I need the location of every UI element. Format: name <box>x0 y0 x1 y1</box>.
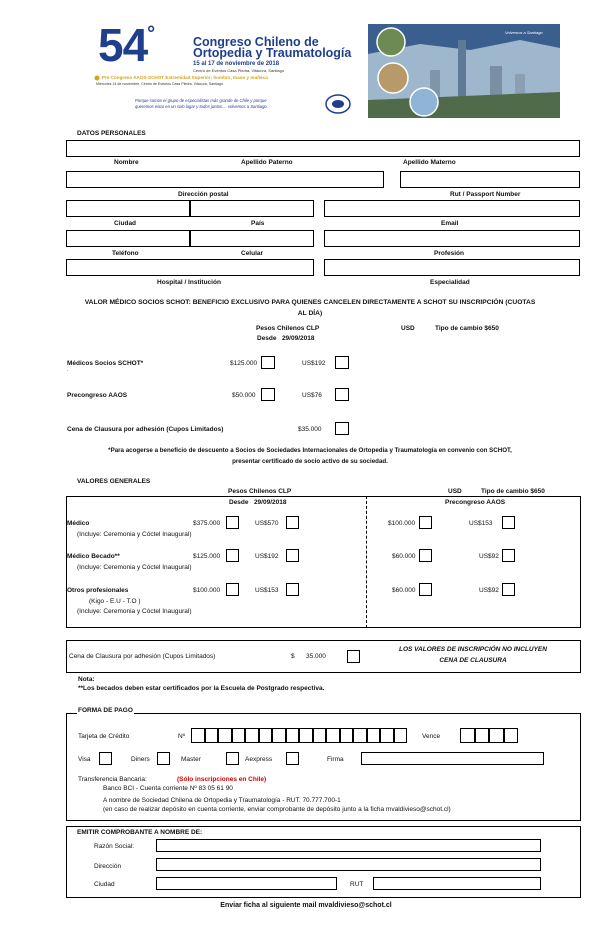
cena-label: Cena de Clausura por adhesión (Cupos Limitados) <box>69 653 216 660</box>
section-datos-personales: DATOS PERSONALES <box>77 130 146 137</box>
otros-usd-checkbox[interactable] <box>286 583 299 596</box>
socios-row-precongreso-label: Precongreso AAOS <box>67 392 128 399</box>
generales-row-becado-pre-clp: $60.000 <box>392 553 416 560</box>
generales-divider <box>366 496 367 628</box>
section-forma-de-pago: FORMA DE PAGO <box>78 707 133 714</box>
socios-medicos-usd-checkbox[interactable] <box>335 356 349 369</box>
generales-row-medico-pre-clp: $100.000 <box>388 520 416 527</box>
pago-nombre-sociedad: A nombre de Sociedad Chilena de Ortopedia y Traumatología - RUT. 70.777.700-1 <box>103 797 341 804</box>
celular-field[interactable] <box>190 230 314 247</box>
generales-row-medico-usd: US$570 <box>255 520 279 527</box>
socios-row-medicos-usd: US$192 <box>302 360 326 367</box>
rut-field[interactable] <box>400 171 580 188</box>
comprobante-razon-label: Razón Social: <box>94 843 135 850</box>
socios-col-tc: Tipo de cambio $650 <box>435 325 499 332</box>
hospital-field[interactable] <box>66 259 314 276</box>
ciudad-field[interactable] <box>66 200 190 217</box>
otros-pre-clp-checkbox[interactable] <box>419 583 432 596</box>
comprobante-rut-field[interactable] <box>373 877 541 890</box>
medico-pre-usd-checkbox[interactable] <box>502 516 515 529</box>
photo-circle-1 <box>377 28 405 56</box>
firma-field[interactable] <box>361 752 544 765</box>
generales-row-otros-usd: US$153 <box>255 587 279 594</box>
generales-row-otros-label: Otros profesionales <box>67 587 129 594</box>
pago-transferencia-label: Transferencia Bancaria: <box>78 776 147 783</box>
card-digit-box[interactable] <box>313 728 327 743</box>
generales-row-otros-pre-usd: US$92 <box>479 587 499 594</box>
pago-firma-label: Firma <box>327 756 344 763</box>
precongress-title: Pre Congreso AAOS-SCHOT Extremidad Superior; hombro, mano y muñeca <box>102 75 268 80</box>
socios-col-usd: USD <box>401 325 415 332</box>
medico-pre-clp-checkbox[interactable] <box>419 516 432 529</box>
pago-aexpress-label: Aexpress <box>245 756 273 763</box>
generales-row-becado-clp: $125.000 <box>193 553 221 560</box>
card-digit-box[interactable] <box>286 728 300 743</box>
pago-banco: Banco BCI - Cuenta corriente Nº 83 05 61 90 <box>103 785 233 792</box>
congress-number: 54° <box>98 19 155 71</box>
pago-tarjeta-label: Tarjeta de Crédito <box>78 733 130 740</box>
comprobante-ciudad-label: Ciudad <box>94 881 115 888</box>
header-banner <box>0 0 612 124</box>
diners-checkbox[interactable] <box>157 752 170 765</box>
label-telefono: Teléfono <box>112 250 139 257</box>
direccion-field[interactable] <box>66 171 384 188</box>
label-apellido-materno: Apellido Materno <box>403 159 456 166</box>
cena-price: 35.000 <box>306 653 326 660</box>
socios-col-clp: Pesos Chilenos CLP <box>256 325 320 332</box>
otros-pre-usd-checkbox[interactable] <box>502 583 515 596</box>
card-digit-box[interactable] <box>326 728 340 743</box>
otros-clp-checkbox[interactable] <box>226 583 239 596</box>
generales-row-becado-pre-usd: US$92 <box>479 553 499 560</box>
razon-social-field[interactable] <box>156 839 541 852</box>
congress-dates: 15 al 17 de noviembre de 2018 <box>193 61 280 67</box>
card-digit-box[interactable] <box>272 728 286 743</box>
especialidad-field[interactable] <box>324 259 580 276</box>
socios-title-2: AL DÍA) <box>297 310 323 317</box>
pago-master-label: Master <box>181 756 201 763</box>
socios-title-1: VALOR MÉDICO SOCIOS SCHOT: BENEFICIO EXCLUSIVO PARA QUIENES CANCELEN DIRECTAMENTE A SCHOT SU INSCRIPCIÓN (CUOTAS <box>84 299 536 306</box>
generales-row-becado-label: Médico Becado** <box>67 553 120 560</box>
label-especialidad: Especialidad <box>430 279 470 286</box>
socios-row-medicos-label: Médicos Socios SCHOT* <box>67 360 144 367</box>
socios-row-precongreso-usd: US$76 <box>302 392 322 399</box>
socios-row-precongreso-clp: $50.000 <box>232 392 256 399</box>
label-direccion: Dirección postal <box>178 191 229 198</box>
medico-usd-checkbox[interactable] <box>286 516 299 529</box>
slogan-line-1: Porque somos el grupo de especialistas más grande de Chile y porque <box>135 98 267 103</box>
full-name-field[interactable] <box>66 140 580 157</box>
profesion-field[interactable] <box>324 230 580 247</box>
card-digit-box[interactable] <box>245 728 259 743</box>
cena-note-2: CENA DE CLAUSURA <box>439 657 507 664</box>
aexpress-checkbox[interactable] <box>286 752 299 765</box>
card-digit-box[interactable] <box>232 728 246 743</box>
socios-precongreso-clp-checkbox[interactable] <box>261 388 275 401</box>
vence-digit-box[interactable] <box>460 728 475 743</box>
socios-row-dot: . <box>67 367 69 373</box>
socios-cena-label: Cena de Clausura por adhesión (Cupos Limitados) <box>67 426 224 433</box>
label-apellido-paterno: Apellido Paterno <box>241 159 293 166</box>
generales-row-otros-clp: $100.000 <box>193 587 221 594</box>
comprobante-rut-label: RUT <box>350 881 364 888</box>
slogan-line-2: queremos estar en un solo lugar y todos juntos.... volvemos a Santiago. <box>135 104 268 109</box>
generales-col-usd: USD <box>448 488 462 495</box>
card-digit-box[interactable] <box>218 728 232 743</box>
generales-row-otros-sub1: (Kigo - E.U - T.O ) <box>89 598 141 605</box>
card-digit-box[interactable] <box>191 728 205 743</box>
generales-row-becado-sub: (Incluye: Ceremonia y Cóctel Inaugural) <box>77 564 192 571</box>
section-comprobante: EMITIR COMPROBANTE A NOMBRE DE: <box>77 829 203 836</box>
label-pais: País <box>251 220 265 227</box>
becado-usd-checkbox[interactable] <box>286 549 299 562</box>
socios-medicos-clp-checkbox[interactable] <box>261 356 275 369</box>
pago-numero-label: Nº <box>178 733 186 740</box>
nota-text: **Los becados deben estar certificados por la Escuela de Postgrado respectiva. <box>78 685 325 692</box>
generales-desde: Desde 29/09/2018 <box>229 499 287 506</box>
label-ciudad: Ciudad <box>114 220 137 227</box>
card-digit-box[interactable] <box>353 728 367 743</box>
generales-precongreso-title: Precongreso AAOS <box>445 499 506 506</box>
generales-row-otros-sub2: (Incluye: Ceremonia y Cóctel Inaugural) <box>77 608 192 615</box>
card-digit-box[interactable] <box>394 728 408 743</box>
label-nombre: Nombre <box>114 159 139 166</box>
congress-venue: Centro de Eventos Casa Piedra, Vitacura, Santiago <box>193 68 285 73</box>
comprobante-direccion-label: Dirección <box>94 863 122 870</box>
becado-pre-clp-checkbox[interactable] <box>419 549 432 562</box>
nota-title: Nota: <box>78 676 95 683</box>
email-field[interactable] <box>324 200 580 217</box>
pago-instruccion: (en caso de realizar depósito en cuenta corriente, enviar comprobante de depósito junto a la ficha mvaldivieso@schot.cl) <box>103 806 451 813</box>
pago-visa-label: Visa <box>78 756 91 763</box>
banner-text: Volvemos a Santiago <box>505 30 543 35</box>
vence-digit-box[interactable] <box>475 728 490 743</box>
vence-digit-box[interactable] <box>489 728 504 743</box>
card-digit-box[interactable] <box>340 728 354 743</box>
label-hospital: Hospital / Institución <box>157 279 221 286</box>
photo-circle-3 <box>410 88 438 116</box>
visa-checkbox[interactable] <box>99 752 112 765</box>
pago-solo-chile: (Sólo inscripciones en Chile) <box>177 776 267 783</box>
photo-circle-2 <box>378 63 408 93</box>
socios-row-medicos-clp: $125.000 <box>230 360 258 367</box>
socios-precongreso-usd-checkbox[interactable] <box>335 388 349 401</box>
cena-note-1: LOS VALORES DE INSCRIPCIÓN NO INCLUYEN <box>399 646 547 653</box>
generales-row-medico-pre-usd: US$153 <box>469 520 493 527</box>
generales-row-medico-clp: $375.000 <box>193 520 221 527</box>
card-digit-box[interactable] <box>299 728 313 743</box>
generales-col-tc: Tipo de cambio $650 <box>481 488 545 495</box>
generales-row-otros-pre-clp: $60.000 <box>392 587 416 594</box>
socios-cena-checkbox[interactable] <box>335 422 349 435</box>
card-digit-box[interactable] <box>367 728 381 743</box>
comprobante-ciudad-field[interactable] <box>156 877 337 890</box>
card-digit-box[interactable] <box>380 728 394 743</box>
becado-clp-checkbox[interactable] <box>226 549 239 562</box>
master-checkbox[interactable] <box>226 752 239 765</box>
generales-col-clp: Pesos Chilenos CLP <box>228 488 292 495</box>
label-rut: Rut / Passport Number <box>450 191 521 198</box>
pais-field[interactable] <box>190 200 314 217</box>
becado-pre-usd-checkbox[interactable] <box>502 549 515 562</box>
socios-note-2: presentar certificado de socio activo de su sociedad. <box>232 458 388 465</box>
precongress-subtitle: Miércoles 14 de noviembre, Centro de Eventos Casa Piedra, Vitacura, Santiago <box>96 82 223 86</box>
cena-checkbox[interactable] <box>347 650 360 663</box>
comprobante-direccion-field[interactable] <box>156 858 541 871</box>
label-email: Email <box>441 220 459 227</box>
header-graphic <box>0 0 612 124</box>
congress-title-1: Congreso Chileno de <box>193 35 319 49</box>
socios-note-1: *Para acogerse a beneficio de descuento a Socios de Sociedades Internacionales de Ortopedia y Traumatología en convenio con SCHOT, <box>108 447 512 454</box>
pago-vence-label: Vence <box>422 733 441 740</box>
medico-clp-checkbox[interactable] <box>226 516 239 529</box>
label-celular: Celular <box>241 250 264 257</box>
section-valores-generales: VALORES GENERALES <box>77 478 151 485</box>
vence-digit-box[interactable] <box>504 728 519 743</box>
cena-currency: $ <box>291 653 295 660</box>
congress-title-2: Ortopedia y Traumatología <box>193 46 352 60</box>
generales-row-medico-sub: (Incluye: Ceremonia y Cóctel Inaugural) <box>77 531 192 538</box>
generales-row-becado-usd: US$192 <box>255 553 279 560</box>
footer-email-note: Enviar ficha al siguiente mail mvaldivieso@schot.cl <box>220 902 392 909</box>
socios-cena-price: $35.000 <box>298 426 322 433</box>
generales-row-medico-label: Médico <box>67 520 90 527</box>
socios-desde: Desde 29/09/2018 <box>257 335 315 342</box>
pago-diners-label: Diners <box>131 756 150 763</box>
card-digit-box[interactable] <box>205 728 219 743</box>
card-digit-box[interactable] <box>259 728 273 743</box>
label-profesion: Profesión <box>434 250 464 257</box>
telefono-field[interactable] <box>66 230 190 247</box>
